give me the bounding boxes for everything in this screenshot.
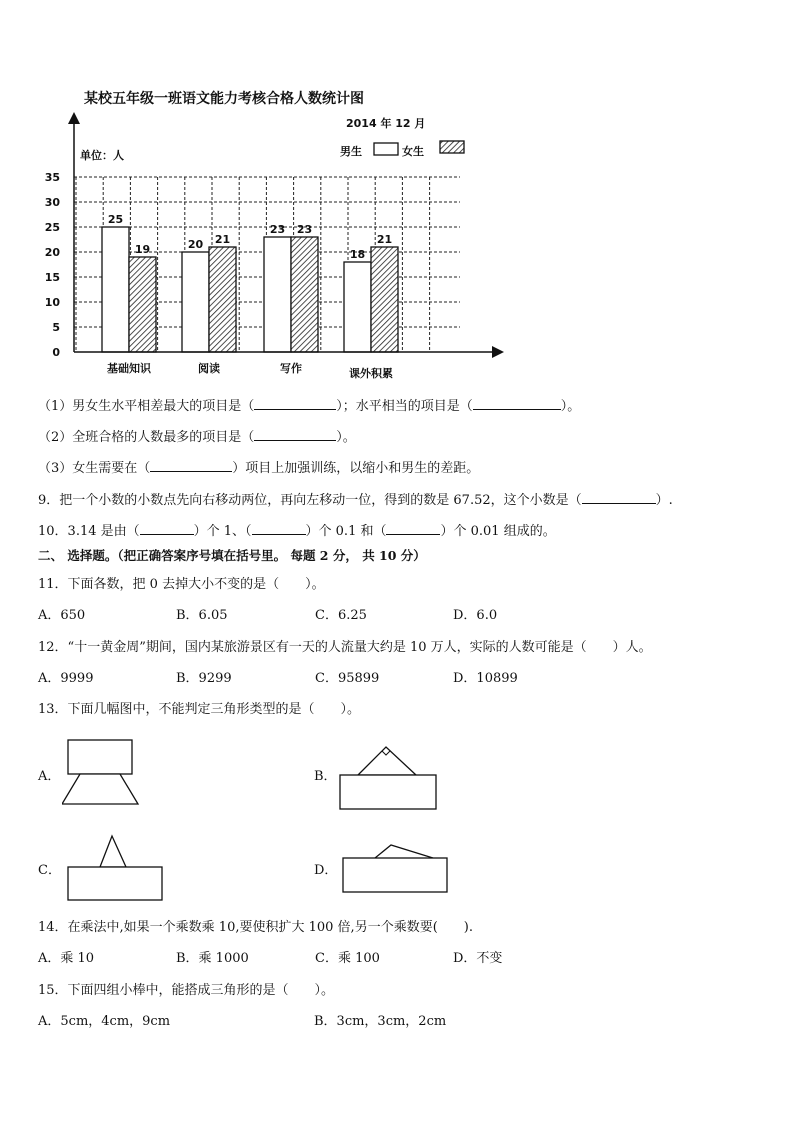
bar-girls-1 bbox=[209, 247, 236, 352]
q13-option-b[interactable]: B． bbox=[314, 769, 337, 784]
question-10 bbox=[38, 520, 556, 539]
q14-option-b[interactable]: B．乘 1000 bbox=[176, 951, 249, 966]
q10-text-d: ）个 0.01 组成的。 bbox=[440, 524, 556, 539]
q1-text-b: ）；水平相当的项目是（ bbox=[336, 399, 473, 414]
section-2-title: 二、 选择题。（把正确答案序号填在括号里。 每题 2 分， 共 10 分） bbox=[38, 548, 426, 563]
y-tick-label: 0 bbox=[52, 346, 60, 359]
bar-value-label: 23 bbox=[296, 223, 313, 236]
q10-text-a: 10．3.14 是由（ bbox=[38, 524, 140, 539]
q13-figure-b bbox=[338, 743, 438, 811]
q13-figure-a bbox=[62, 736, 142, 808]
chart-title: 某校五年级一班语文能力考核合格人数统计图 bbox=[84, 91, 364, 107]
chart-question-2 bbox=[38, 426, 356, 445]
bar-value-label: 21 bbox=[214, 233, 231, 246]
y-tick-label: 30 bbox=[44, 196, 60, 209]
q2-blank[interactable] bbox=[254, 427, 336, 441]
q12-option-c[interactable]: C．95899 bbox=[315, 671, 380, 686]
question-14-stem: 14．在乘法中,如果一个乘数乘 10,要使积扩大 100 倍,另一个乘数要( ). bbox=[38, 920, 473, 935]
legend-swatch-boys bbox=[374, 143, 398, 155]
q3-text-b: ）项目上加强训练，以缩小和男生的差距。 bbox=[232, 461, 480, 476]
q13-option-c[interactable]: C． bbox=[38, 863, 61, 878]
q13-option-a[interactable]: A． bbox=[38, 769, 61, 784]
q1-text-a: （1）男女生水平相差最大的项目是（ bbox=[38, 399, 255, 414]
bar-girls-2 bbox=[291, 237, 318, 352]
bar-value-label: 21 bbox=[376, 233, 393, 246]
chart-question-1 bbox=[38, 395, 580, 414]
q2-text-a: （2）全班合格的人数最多的项目是（ bbox=[38, 430, 255, 445]
q10-text-b: ）个 1、（ bbox=[193, 524, 252, 539]
y-tick-label: 5 bbox=[52, 321, 60, 334]
x-category-label: 阅读 bbox=[198, 362, 220, 375]
q1-blank-1[interactable] bbox=[254, 396, 336, 410]
bar-value-label: 20 bbox=[187, 238, 204, 251]
bar-value-label: 23 bbox=[269, 223, 286, 236]
question-13-stem: 13．下面几幅图中，不能判定三角形类型的是（ ）。 bbox=[38, 702, 361, 717]
q12-option-b[interactable]: B．9299 bbox=[176, 671, 232, 686]
q15-option-b[interactable]: B．3cm，3cm，2cm bbox=[314, 1014, 447, 1029]
bar-chart bbox=[40, 85, 520, 385]
bar-boys-2 bbox=[264, 237, 291, 352]
x-category-label: 课外积累 bbox=[349, 367, 393, 380]
q11-option-b[interactable]: B．6.05 bbox=[176, 608, 228, 623]
q3-text-a: （3）女生需要在（ bbox=[38, 461, 151, 476]
q1-text-c: ）。 bbox=[560, 399, 581, 414]
q13-figure-c bbox=[66, 833, 166, 903]
bar-boys-1 bbox=[182, 252, 209, 352]
q13-option-d[interactable]: D． bbox=[314, 863, 338, 878]
q3-blank[interactable] bbox=[150, 458, 232, 472]
q12-option-a[interactable]: A．9999 bbox=[38, 671, 94, 686]
bar-girls-3 bbox=[371, 247, 398, 352]
q10-blank-3[interactable] bbox=[386, 521, 440, 535]
bar-value-label: 18 bbox=[349, 248, 366, 261]
y-tick-label: 25 bbox=[44, 221, 60, 234]
q11-option-d[interactable]: D．6.0 bbox=[453, 608, 498, 623]
y-tick-label: 15 bbox=[44, 271, 60, 284]
bar-value-label: 19 bbox=[134, 243, 151, 256]
y-tick-label: 20 bbox=[44, 246, 60, 259]
legend-label-boys: 男生 bbox=[340, 145, 362, 158]
q10-blank-2[interactable] bbox=[252, 521, 306, 535]
x-category-label: 写作 bbox=[280, 362, 302, 375]
legend-swatch-girls bbox=[440, 141, 464, 153]
q10-blank-1[interactable] bbox=[140, 521, 194, 535]
chart-date: 2014 年 12 月 bbox=[346, 117, 426, 130]
bar-value-label: 25 bbox=[107, 213, 124, 226]
q15-option-a[interactable]: A．5cm，4cm，9cm bbox=[38, 1014, 171, 1029]
y-tick-label: 35 bbox=[44, 171, 60, 184]
question-12-stem: 12．“十一黄金周”期间，国内某旅游景区有一天的人流量大约是 10 万人，实际的人数可能是（ ）人。 bbox=[38, 640, 652, 655]
q2-text-b: ）。 bbox=[336, 430, 356, 445]
chart-bars bbox=[102, 213, 398, 352]
q14-option-a[interactable]: A．乘 10 bbox=[38, 951, 95, 966]
q9-blank[interactable] bbox=[582, 490, 656, 504]
question-11-stem: 11．下面各数，把 0 去掉大小不变的是（ ）。 bbox=[38, 577, 325, 592]
bar-boys-3 bbox=[344, 262, 371, 352]
question-9 bbox=[38, 489, 673, 508]
chart-legend bbox=[340, 141, 464, 158]
bar-boys-0 bbox=[102, 227, 129, 352]
chart-question-3 bbox=[38, 457, 479, 476]
legend-label-girls: 女生 bbox=[402, 145, 424, 158]
q10-text-c: ）个 0.1 和（ bbox=[305, 524, 387, 539]
q9-text-a: 9．把一个小数的小数点先向右移动两位，再向左移动一位，得到的数是 67.52，这个小数是（ bbox=[38, 493, 582, 508]
q12-option-d[interactable]: D．10899 bbox=[453, 671, 518, 686]
bar-girls-0 bbox=[129, 257, 156, 352]
question-15-stem: 15．下面四组小棒中，能搭成三角形的是（ ）。 bbox=[38, 983, 335, 998]
y-tick-label: 10 bbox=[44, 296, 60, 309]
q9-text-b: ）. bbox=[655, 493, 673, 508]
q13-figure-d bbox=[341, 841, 451, 895]
q14-option-d[interactable]: D．不变 bbox=[453, 951, 503, 966]
q11-option-c[interactable]: C．6.25 bbox=[315, 608, 367, 623]
x-category-label: 基础知识 bbox=[107, 362, 151, 375]
q14-option-c[interactable]: C．乘 100 bbox=[315, 951, 380, 966]
unit-label: 单位：人 bbox=[80, 149, 124, 162]
q1-blank-2[interactable] bbox=[473, 396, 561, 410]
q11-option-a[interactable]: A．650 bbox=[38, 608, 86, 623]
